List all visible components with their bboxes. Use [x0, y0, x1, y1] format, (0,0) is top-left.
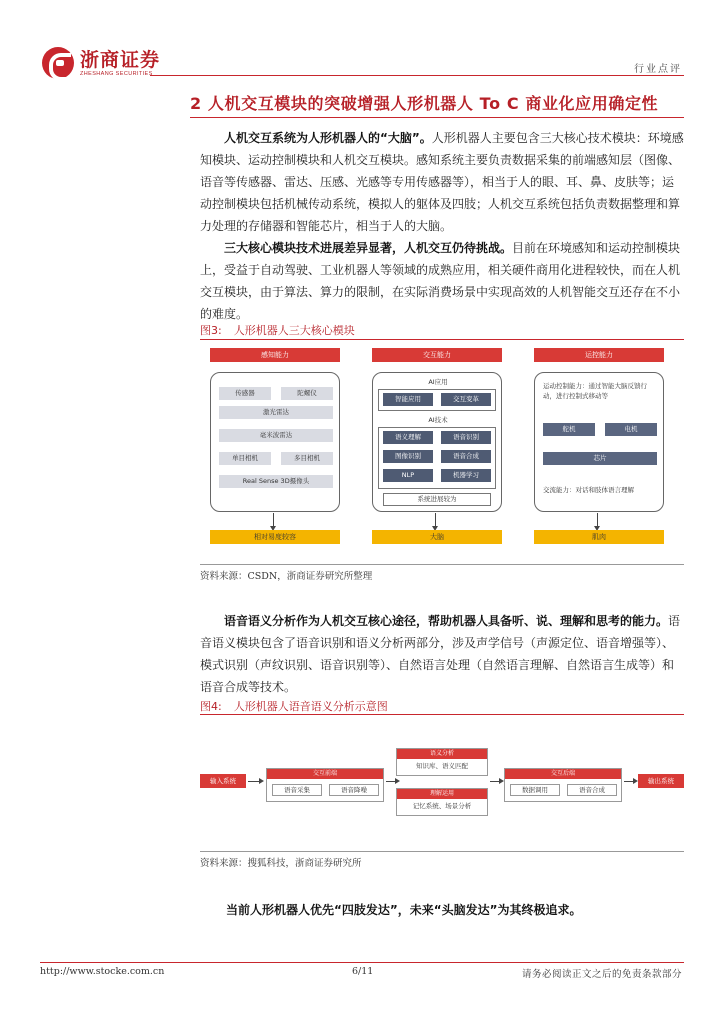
understanding-label: 理解运用	[397, 789, 487, 799]
figure-4-title: 人形机器人语音语义分析示意图	[233, 700, 388, 713]
analysis-to-back-arrow	[490, 781, 502, 782]
figure-4-diagram	[200, 740, 684, 840]
input-system-node: 输入系统	[200, 774, 246, 788]
paragraph-3-lead: 语音语义分析作为人机交互核心途径，帮助机器人具备听、说、理解和思考的能力。	[224, 614, 669, 628]
perception-header: 感知能力	[210, 348, 340, 362]
servo-box: 舵机	[543, 423, 595, 436]
motion-control-column	[534, 348, 664, 558]
machine-learning-box: 机器学习	[441, 469, 491, 482]
brand-name-cn: 浙商证券	[80, 49, 161, 71]
voice-capture-box: 语音采集	[272, 784, 322, 796]
mmwave-radar-box: 毫米波雷达	[219, 429, 333, 442]
brand-name-en: ZHESHANG SECURITIES	[80, 71, 153, 77]
semantic-analysis-detail: 知识库、语义匹配	[416, 762, 468, 770]
figure-4-top-rule	[200, 714, 684, 715]
interaction-down-arrow	[435, 513, 436, 529]
figure-3-diagram	[200, 348, 684, 564]
semantic-analysis-group	[396, 748, 488, 776]
ai-application-label: AI应用	[428, 378, 448, 386]
motion-control-down-arrow	[597, 513, 598, 529]
voice-synthesis-box: 语音合成	[567, 784, 617, 796]
input-to-front-arrow	[248, 781, 262, 782]
nlp-box: NLP	[383, 469, 433, 482]
footer-url[interactable]: http://www.stocke.com.cn	[40, 966, 165, 977]
motor-box: 电机	[605, 423, 657, 436]
figure-4-source: 资料来源：搜狐科技，浙商证券研究所	[200, 858, 362, 869]
section-title: 2 人机交互模块的突破增强人形机器人 To C 商业化应用确定性	[190, 94, 659, 113]
semantic-understanding-box: 语义理解	[383, 431, 433, 444]
doc-type-label: 行业点评	[634, 64, 682, 75]
perception-column	[210, 348, 340, 558]
footer-divider	[40, 962, 684, 963]
front-end-group	[266, 768, 384, 802]
speech-synthesis-box: 语音合成	[441, 450, 491, 463]
interaction-column	[372, 348, 502, 558]
figure-4-number: 图4:	[200, 700, 222, 713]
noise-reduction-box: 语音降噪	[329, 784, 379, 796]
figure-3-bottom-rule	[200, 564, 684, 565]
image-recognition-box: 图像识别	[383, 450, 433, 463]
perception-down-arrow	[273, 513, 274, 529]
sensor-box: 传感器	[219, 387, 271, 400]
brand-logo-icon	[42, 47, 74, 79]
figure-3-number: 图3:	[200, 324, 222, 337]
chip-box: 芯片	[543, 452, 657, 465]
perception-footer: 相对易度较容	[210, 530, 340, 544]
motion-control-description: 运动控制能力：通过智能大脑反馈行动，进行控制式移动等	[543, 382, 647, 400]
figure-3-title: 人形机器人三大核心模块	[233, 324, 355, 337]
closing-statement: 当前人形机器人优先“四肢发达”，未来“头脑发达”为其终极追求。	[226, 903, 582, 917]
interaction-change-box: 交互变革	[441, 393, 491, 406]
perception-panel	[210, 372, 340, 512]
output-system-node: 输出系统	[638, 774, 684, 788]
understanding-detail: 记忆系统、场景分析	[412, 802, 472, 810]
page-number: 6/11	[352, 966, 374, 977]
paragraph-1-lead: 人机交互系统为人形机器人的“大脑”。	[224, 131, 432, 145]
motion-control-header: 运控能力	[534, 348, 664, 362]
back-end-label: 交互后端	[505, 769, 621, 779]
figure-3-top-rule	[200, 339, 684, 340]
interaction-panel	[372, 372, 502, 512]
paragraph-2-lead: 三大核心模块技术进展差异显著，人机交互仍待挑战。	[224, 241, 513, 255]
speech-recognition-box: 语音识别	[441, 431, 491, 444]
interaction-header: 交互能力	[372, 348, 502, 362]
communication-note: 交流能力：对话和肢体语言理解	[543, 486, 634, 494]
lidar-box: 激光雷达	[219, 406, 333, 419]
section-divider	[190, 117, 684, 118]
figure-3-source: 资料来源：CSDN，浙商证券研究所整理	[200, 571, 373, 582]
paragraph-3	[200, 610, 684, 698]
understanding-group	[396, 788, 488, 816]
data-call-box: 数据调用	[510, 784, 560, 796]
figure-4-caption	[200, 698, 388, 714]
figure-3-caption	[200, 322, 355, 338]
back-to-output-arrow	[624, 781, 636, 782]
header-divider	[150, 75, 684, 76]
motion-control-footer: 肌肉	[534, 530, 664, 544]
motion-control-panel	[534, 372, 664, 512]
paragraph-2	[200, 237, 684, 325]
brand-logo	[42, 46, 160, 80]
mono-camera-box: 单目相机	[219, 452, 271, 465]
paragraph-1-body: 人形机器人主要包含三大核心技术模块：环境感知模块、运动控制模块和人机交互模块。感知系统主要负责数据采集的前端感知层（图像、语音等传感器、雷达、压感、光感等专用传感器等），相当于人的眼、耳、鼻、皮肤等；运动控制模块包括机械传动系统，模拟人的躯体及四肢；人机交互系统包括负责数据整理和算力处理的存储器和智能芯片，相当于人的大脑。	[200, 131, 684, 233]
multi-camera-box: 多目相机	[281, 452, 333, 465]
realsense-camera-box: Real Sense 3D摄像头	[219, 475, 333, 488]
front-end-label: 交互前端	[267, 769, 383, 779]
paragraph-2-body: 目前在环境感知和运动控制模块上，受益于自动驾驶、工业机器人等领域的成熟应用，相关硬件商用化进程较快，而在人机交互模块，由于算法、算力的限制，在实际消费场景中实现高效的人机智能交互还存在不小的难度。	[200, 241, 681, 321]
semantic-analysis-label: 语义分析	[397, 749, 487, 759]
interaction-footer: 大脑	[372, 530, 502, 544]
footer-disclaimer: 请务必阅读正文之后的免责条款部分	[521, 969, 682, 980]
paragraph-1	[200, 127, 684, 237]
ai-technology-label: AI技术	[428, 416, 448, 424]
figure-4-bottom-rule	[200, 851, 684, 852]
front-to-analysis-arrow	[386, 781, 398, 782]
paragraph-3-body: 语音语义模块包含了语音识别和语义分析两部分，涉及声学信号（声源定位、语音增强等）、模式识别（声纹识别、语音识别等）、自然语言处理（自然语言理解、自然语言生成等）和语音合成等技术。	[200, 614, 681, 694]
smart-app-box: 智能应用	[383, 393, 433, 406]
gyroscope-box: 陀螺仪	[281, 387, 333, 400]
back-end-group	[504, 768, 622, 802]
system-progress-box: 系统进展较为	[383, 493, 491, 506]
